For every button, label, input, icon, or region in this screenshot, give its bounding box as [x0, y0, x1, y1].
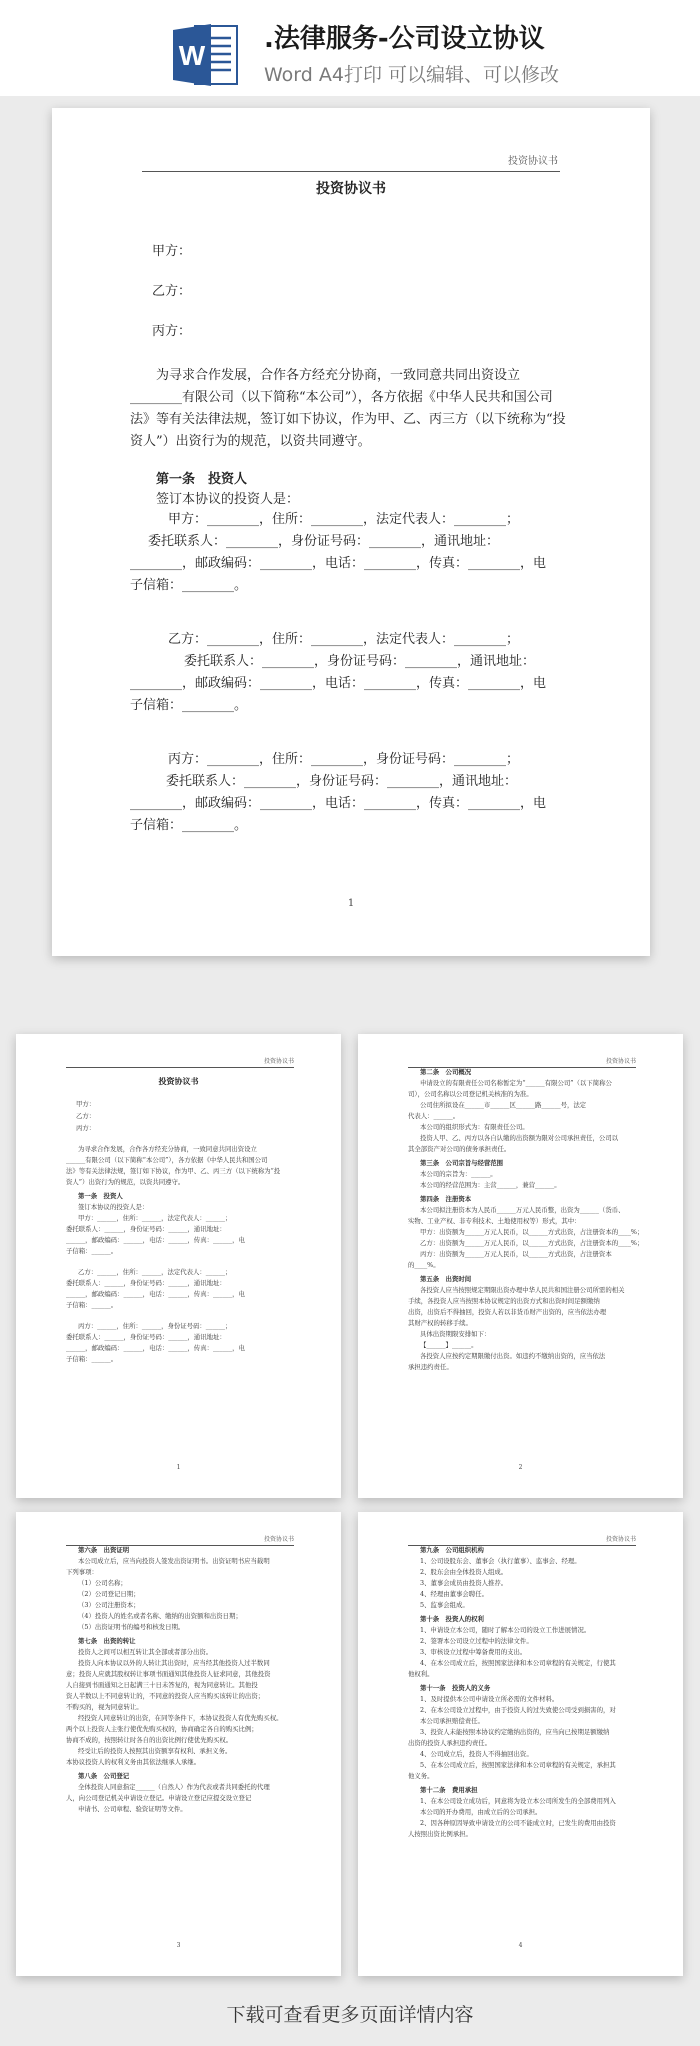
document-page-4-thumbnail[interactable]	[358, 1512, 683, 1976]
document-page-1-preview	[52, 108, 650, 956]
text-line: 丙方：______，住所：______，身份证号码：______；	[78, 1322, 232, 1330]
party-c-label: 丙方：	[152, 324, 192, 339]
party-b-line: 乙方：________，住所：________，法定代表人：________；	[168, 632, 520, 647]
text-line: 本公司承担赔偿责任。	[420, 1717, 484, 1725]
word-document-icon	[173, 22, 241, 88]
text-line: 经投资人同意转让的出资，在同等条件下，本协议投资人有优先购买权。	[78, 1714, 283, 1722]
text-line: 投资人向本协议以外的人转让其出资时，应当经其他投资人过半数同	[78, 1659, 270, 1667]
header-title: .法律服务-公司设立协议	[264, 24, 545, 54]
text-line: 司），公司名称以公司登记机关核准的为准。	[408, 1090, 533, 1098]
running-head: 投资协议书	[408, 1056, 636, 1068]
article-heading: 第八条 公司登记	[78, 1772, 130, 1780]
running-head: 投资协议书	[142, 152, 560, 172]
party-a-label: 甲方：	[152, 244, 192, 259]
text-line: 甲方：	[76, 1100, 96, 1108]
text-line: ______，邮政编码：______，电话：______，传真：______，电	[66, 1344, 245, 1352]
text-line: 本公司的经营范围为：主营______，兼营______。	[420, 1181, 561, 1189]
intro-line: 为寻求合作发展，合作各方经充分协商，一致同意共同出资设立	[156, 368, 521, 383]
text-line: 子信箱：______。	[66, 1301, 118, 1309]
text-line: 人按照出资比例承担。	[408, 1830, 472, 1838]
page-number: 1	[347, 898, 355, 909]
text-line: 为寻求合作发展，合作各方经充分协商，一致同意共同出资设立	[78, 1145, 257, 1153]
text-line: 5、监事会组成。	[420, 1601, 469, 1609]
text-line: 手续，各投资人应当按照本协议规定的出资方式和出资时间足额缴纳	[408, 1297, 600, 1305]
text-line: 实物、工业产权、非专利技术、土地使用权等）形式，其中：	[408, 1217, 581, 1225]
download-hint[interactable]: 下载可查看更多页面详情内容	[226, 2004, 474, 2026]
article-heading: 第三条 公司宗旨与经营范围	[420, 1159, 504, 1167]
article-heading: 第五条 出资时间	[420, 1275, 472, 1283]
text-line: 两个以上投资人主张行使优先购买权的，协商确定各自的购买比例；	[66, 1725, 258, 1733]
document-page-1-thumbnail[interactable]	[16, 1034, 341, 1498]
text-line: 4、经理由董事会聘任。	[420, 1590, 488, 1598]
text-line: 子信箱：______。	[66, 1355, 118, 1363]
text-line: 本协议投资人的权利义务由其依法继承人承继。	[66, 1758, 201, 1766]
party-c-line: 委托联系人：________，身份证号码：________，通讯地址：	[166, 774, 518, 789]
text-line: 2、在本公司设立过程中，由于投资人的过失致使公司受到损害的，对	[420, 1706, 616, 1714]
text-line: 申请书、公司章程、验资证明等文件。	[78, 1805, 187, 1813]
text-line: 1、公司设股东会、董事会（执行董事）、监事会、经理。	[420, 1557, 581, 1565]
article-heading: 第一条 投资人	[78, 1192, 123, 1200]
page-number: 4	[518, 1942, 523, 1949]
intro-line: 法》等有关法律法规，签订如下协议，作为甲、乙、丙三方（以下统称为“投	[130, 412, 566, 427]
text-line: （1）公司名称；	[78, 1579, 127, 1587]
text-line: （4）投资人的姓名或者名称、缴纳的出资额和出资日期；	[78, 1612, 242, 1620]
text-line: 协商不成的，按照转让时各自的出资比例行使优先购买权。	[66, 1736, 233, 1744]
text-line: 法》等有关法律法规，签订如下协议，作为甲、乙、丙三方（以下统称为“投	[66, 1167, 281, 1175]
party-c-line: 子信箱：________。	[130, 818, 248, 833]
text-line: 3、董事会成员由投资人推荐。	[420, 1579, 508, 1587]
text-line: 公司住所拟设在______市______区______路______号，法定	[420, 1101, 587, 1109]
article-heading: 第六条 出资证明	[78, 1546, 130, 1554]
text-line: 人，向公司登记机关申请设立登记。申请设立登记应提交设立登记	[66, 1794, 252, 1802]
intro-line: 资人”）出资行为的规范，以资共同遵守。	[130, 434, 371, 449]
text-line: 子信箱：______。	[66, 1247, 118, 1255]
party-c-line: 丙方：________，住所：________，身份证号码：________；	[168, 752, 520, 767]
text-line: 其全部资产对公司的债务承担责任。	[408, 1145, 511, 1153]
text-line: 承担违约责任。	[408, 1363, 453, 1371]
text-line: ______，邮政编码：______，电话：______，传真：______，电	[66, 1236, 245, 1244]
header-subtitle: Word A4打印 可以编辑、可以修改	[264, 64, 560, 86]
text-line: 投资人甲、乙、丙方以各自认缴的出资额为限对公司承担责任，公司以	[420, 1134, 619, 1142]
page-number: 1	[176, 1464, 181, 1471]
text-line: 1、及时提供本公司申请设立所必需的文件材料。	[420, 1695, 559, 1703]
text-line: 各投资人应按约定期限缴付出资。如违约不缴纳出资的，应当依法	[420, 1352, 606, 1360]
article-heading: 第九条 公司组织机构	[420, 1546, 484, 1554]
text-line: 代表人：______。	[408, 1112, 460, 1120]
party-a-line: 委托联系人：________，身份证号码：________，通讯地址：	[148, 534, 500, 549]
article-heading: 第七条 出资的转让	[78, 1637, 136, 1645]
text-line: 丙方：出资额为______万元人民币，以______方式出资，占注册资本	[420, 1250, 612, 1258]
page-number: 2	[518, 1464, 523, 1471]
text-line: 资人半数以上不同意转让的，不同意的投资人应当购买该转让的出资；	[66, 1692, 265, 1700]
thumbnail-title: 投资协议书	[158, 1076, 199, 1086]
text-line: 签订本协议的投资人是：	[78, 1203, 149, 1211]
text-line: 委托联系人：______，身份证号码：______，通讯地址：	[66, 1279, 226, 1287]
text-line: 甲方：______，住所：______，法定代表人：______；	[78, 1214, 232, 1222]
text-line: 本公司的开办费用，由成立后的公司承担。	[420, 1808, 542, 1816]
text-line: 丙方：	[76, 1124, 96, 1132]
party-c-line: ________，邮政编码：________，电话：________，传真：________，电	[130, 796, 547, 811]
party-a-line: ________，邮政编码：________，电话：________，传真：________，电	[130, 556, 547, 571]
document-page-2-thumbnail[interactable]	[358, 1034, 683, 1498]
text-line: 4、公司成立后，投资人不得抽回出资。	[420, 1750, 533, 1758]
word-icon-letter: W	[178, 40, 206, 71]
text-line: 3、投资人未能按照本协议约定缴纳出资的，应当向已按期足额缴纳	[420, 1728, 610, 1736]
text-line: 乙方：______，住所：______，法定代表人：______；	[78, 1268, 232, 1276]
text-line: 经受让后的投资人按照其出资额享有权利、承担义务。	[78, 1747, 232, 1755]
text-line: （3）公司注册资本；	[78, 1601, 140, 1609]
party-b-line: ________，邮政编码：________，电话：________，传真：________，电	[130, 676, 547, 691]
text-line: （2）公司登记日期；	[78, 1590, 140, 1598]
text-line: 申请设立的有限责任公司名称暂定为“______有限公司”（以下简称公	[420, 1079, 612, 1087]
document-page-3-thumbnail[interactable]	[16, 1512, 341, 1976]
text-line: 他权利。	[408, 1670, 434, 1678]
article-1-heading: 第一条 投资人	[156, 472, 248, 487]
text-line: （5）出资证明书的编号和核发日期。	[78, 1623, 185, 1631]
intro-line: ________有限公司（以下简称“本公司”），各方依据《中华人民共和国公司	[130, 390, 553, 405]
text-line: ______，邮政编码：______，电话：______，传真：______，电	[66, 1290, 245, 1298]
party-b-line: 委托联系人：________，身份证号码：________，通讯地址：	[184, 654, 536, 669]
article-heading: 第四条 注册资本	[420, 1195, 472, 1203]
running-head: 投资协议书	[66, 1056, 294, 1068]
text-line: 其财产权的转移手续。	[408, 1319, 472, 1327]
text-line: 1、在本公司设立成功后，同意将为设立本公司所发生的全部费用列入	[420, 1797, 616, 1805]
text-line: 4、在本公司成立后，按照国家法律和本公司章程的有关规定，行使其	[420, 1659, 616, 1667]
article-heading: 第十条 投资人的权利	[420, 1615, 484, 1623]
article-1-lead: 签订本协议的投资人是：	[156, 492, 300, 507]
text-line: 不购买的，视为同意转让。	[66, 1703, 143, 1711]
text-line: 具体出资期限安排如下：	[420, 1330, 491, 1338]
text-line: 出资，出资后不得抽回，投资人若以非货币财产出资的，应当依法办理	[408, 1308, 607, 1316]
document-title: 投资协议书	[316, 181, 386, 197]
party-a-line: 甲方：________，住所：________，法定代表人：________；	[168, 512, 520, 527]
text-line: 5、在本公司成立后，按照国家法律和本公司章程的有关规定，承担其	[420, 1761, 616, 1769]
party-a-line: 子信箱：________。	[130, 578, 248, 593]
text-line: 3、审核设立过程中筹备费用的支出。	[420, 1648, 527, 1656]
running-head: 投资协议书	[408, 1534, 636, 1546]
party-b-label: 乙方：	[152, 284, 192, 299]
text-line: 各投资人应当按照规定期限出资办理中华人民共和国注册公司所需的相关	[420, 1286, 625, 1294]
text-line: 乙方：	[76, 1112, 96, 1120]
party-b-line: 子信箱：________。	[130, 698, 248, 713]
text-line: 的____%。	[408, 1261, 440, 1269]
text-line: 人自接到书面通知之日起满三十日未答复的，视为同意转让。其他投	[66, 1681, 258, 1689]
text-line: 他义务。	[408, 1772, 434, 1780]
text-line: 2、股东会由全体投资人组成。	[420, 1568, 508, 1576]
text-line: 本公司成立后，应当向投资人签发出资证明书。出资证明书应当载明	[78, 1557, 270, 1565]
text-line: 全体投资人同意指定______（自然人）作为代表或者共同委托的代理	[78, 1783, 270, 1791]
text-line: 【______】______。	[420, 1341, 478, 1349]
text-line: 乙方：出资额为______万元人民币，以______方式出资，占注册资本的____%；	[420, 1239, 644, 1247]
text-line: 投资人之间可以相互转让其全部或者部分出资。	[78, 1648, 213, 1656]
article-heading: 第二条 公司概况	[420, 1068, 472, 1076]
text-line: 意；投资人应就其股权转让事项书面通知其他投资人征求同意，其他投资	[66, 1670, 271, 1678]
text-line: 委托联系人：______，身份证号码：______，通讯地址：	[66, 1225, 226, 1233]
text-line: 出资的投资人承担违约责任。	[408, 1739, 492, 1747]
running-head: 投资协议书	[66, 1534, 294, 1546]
text-line: 甲方：出资额为______万元人民币，以______方式出资，占注册资本的____%；	[420, 1228, 644, 1236]
page-number: 3	[176, 1942, 181, 1949]
text-line: 2、签署本公司设立过程中的法律文件。	[420, 1637, 533, 1645]
text-line: 下列事项：	[66, 1568, 98, 1576]
text-line: 资人”）出资行为的规范，以资共同遵守。	[66, 1178, 185, 1186]
text-line: 1、申请设立本公司，随时了解本公司的设立工作进展情况。	[420, 1626, 591, 1634]
text-line: 委托联系人：______，身份证号码：______，通讯地址：	[66, 1333, 226, 1341]
header	[0, 0, 700, 96]
article-heading: 第十二条 费用承担	[420, 1786, 478, 1794]
article-heading: 第十一条 投资人的义务	[420, 1684, 491, 1692]
text-line: 本公司的宗旨为：______。	[420, 1170, 497, 1178]
text-line: 本公司拟注册资本为人民币______万元人民币整，出资为______（货币、	[420, 1206, 625, 1214]
text-line: 2、因各种原因导致申请设立的公司不能成立时，已发生的费用由投资	[420, 1819, 616, 1827]
text-line: 本公司的组织形式为：有限责任公司。	[420, 1123, 529, 1131]
text-line: ______有限公司（以下简称“本公司”），各方依据《中华人民共和国公司	[66, 1156, 268, 1164]
